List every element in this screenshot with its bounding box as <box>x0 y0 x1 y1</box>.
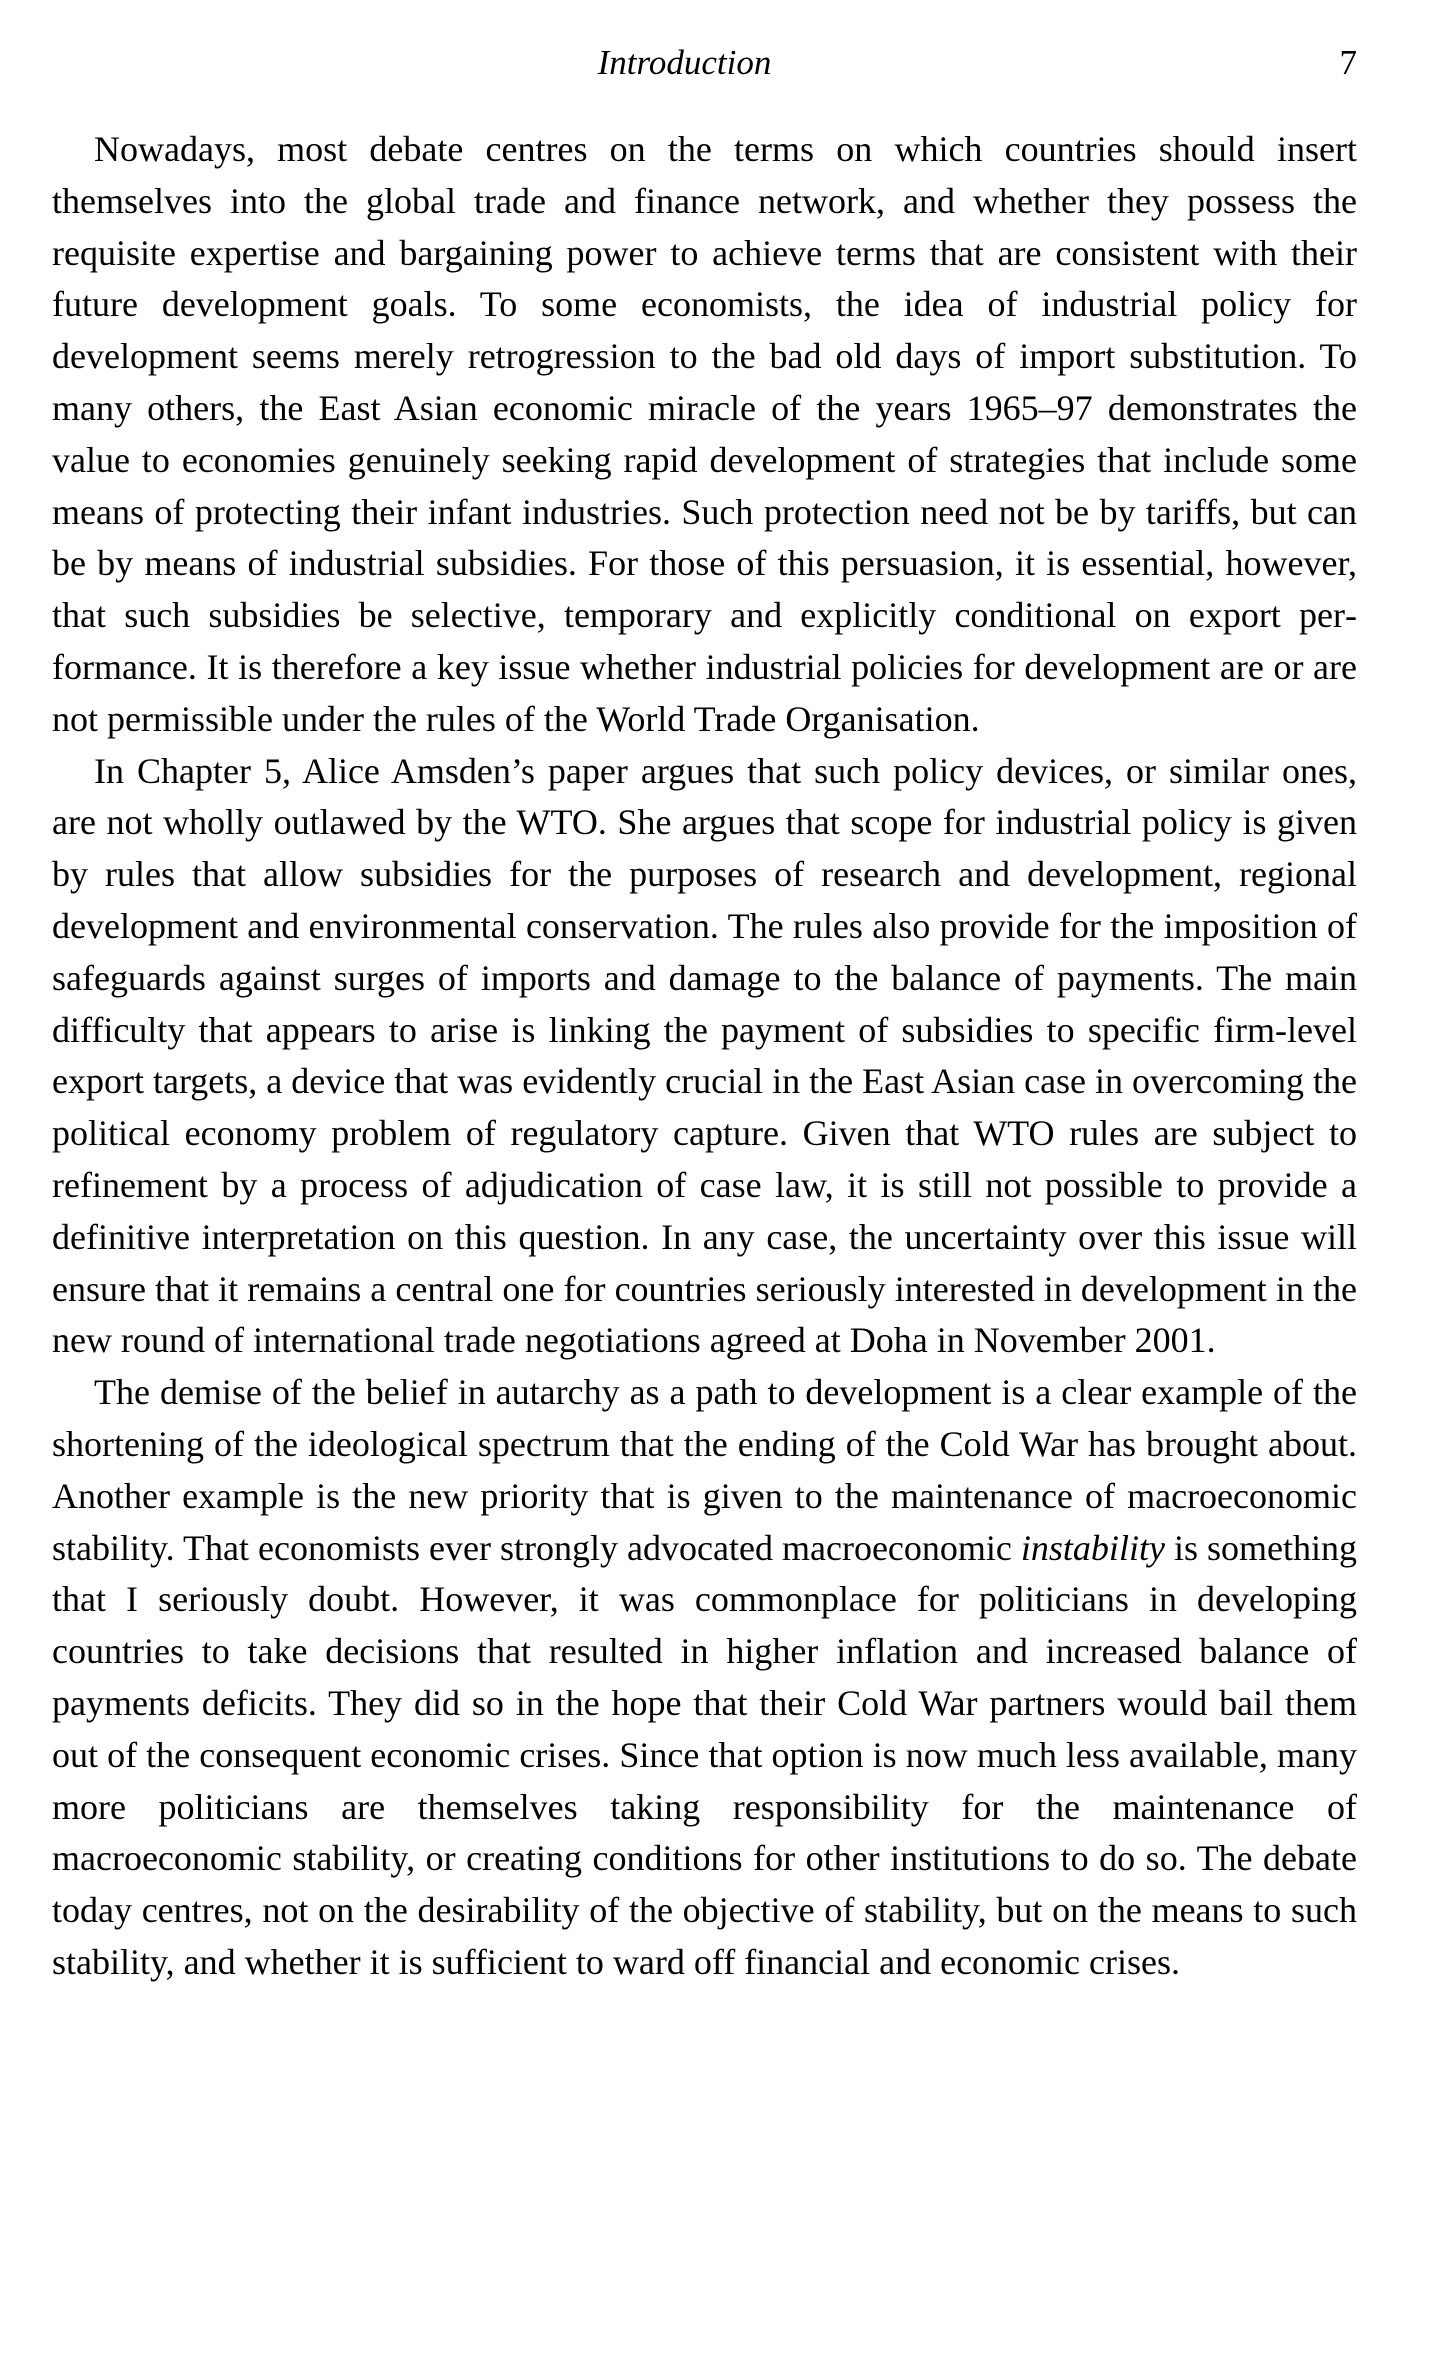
page-number: 7 <box>1339 43 1357 82</box>
body-text <box>52 124 1357 1989</box>
paragraph-amsden-wto: In Chapter 5, Alice Amsden’s paper argues that such policy devices, or similar ones, are not wholly outlawed by the WTO. She argues that scope for industrial policy is given by rules that allow subsidies for the purposes of research and development, regional development and environmental conservation. The rules also provide for the imposition of safeguards against surges of imports and damage to the balance of payments. The main difficulty that appears to arise is linking the payment of subsidies to specific firm-level export targets, a device that was evidently crucial in the East Asian case in overcoming the political economy problem of regulatory capture. Given that WTO rules are subject to refinement by a process of adjudication of case law, it is still not possible to provide a definitive interpretation on this question. In any case, the uncertainty over this issue will ensure that it remains a central one for countries seriously interested in development in the new round of international trade negotiations agreed at Doha in November 2001. <box>52 750 1357 1361</box>
paragraph-text-after-emphasis: is something that I seriously doubt. However, it was commonplace for politicians in developing countries to take decisions that resulted in higher inflation and increased balance of payments deficits. They did so in the hope that their Cold War partners would bail them out of the consequent economic crises. Since that option is now much less available, many more politicians are themselves taking responsibility for the maintenance of macroeconomic stability, or creating conditions for other institutions to do so. The debate today centres, not on the desirability of the objective of stability, but on the means to such stability, and whether it is sufficient to ward off financial and economic crises. <box>52 1527 1357 1982</box>
running-head <box>52 38 1357 88</box>
paragraph-macroeconomic-stability <box>52 1367 1357 1989</box>
paragraph-text-before-emphasis: The demise of the belief in autarchy as a path to development is a clear example of the shortening of the ideological spectrum that the ending of the Cold War has brought about. Another example is the new priority that is given to the maintenance of macroeconomic stability. That economists ever strongly advocated macroeconomic <box>52 1372 1357 1568</box>
running-title: Introduction <box>597 43 772 82</box>
paragraph-industrial-policy: Nowadays, most debate centres on the terms on which countries should insert themselves into the global trade and finance network, and whether they possess the requisite expertise and bargaining power to achieve terms that are consistent with their future development goals. To some economists, the idea of industrial policy for development seems merely retrogression to the bad old days of import substitution. To many others, the East Asian economic miracle of the years 1965–97 demonstrates the value to economies genuinely seeking rapid development of strategies that include some means of protecting their infant industries. Such protection need not be by tariffs, but can be by means of industrial subsidies. For those of this persuasion, it is essential, however, that such subsidies be selective, temporary and explicitly conditional on export performance. It is therefore a key issue whether industrial policies for development are or are not permissible under the rules of the World Trade Organisation. <box>52 129 1357 739</box>
emphasis-instability: instability <box>1020 1527 1165 1568</box>
